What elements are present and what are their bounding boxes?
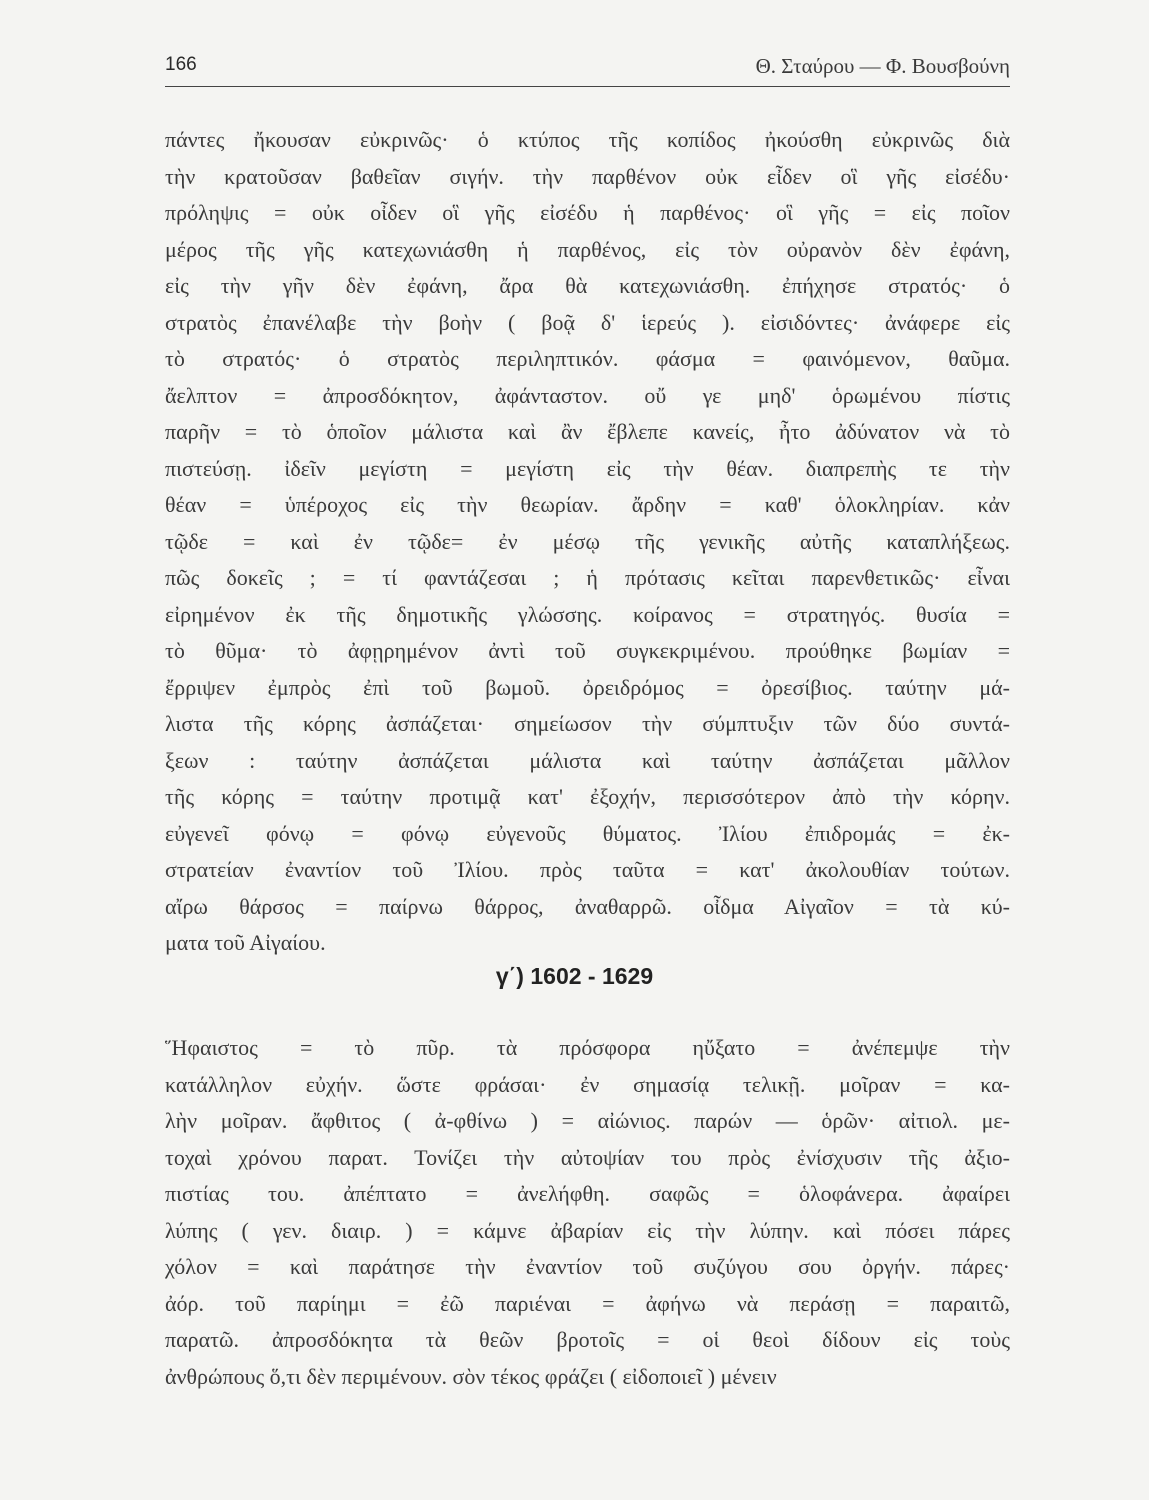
section-prefix: γ΄) [495,963,524,989]
paragraph-commentary-second [165,1030,1010,1395]
running-head: Θ. Σταύρου — Φ. Βουσβούνη [755,54,1010,78]
text-line: χόλον = καὶ παράτησε τὴν ἐναντίον τοῦ συζύγου σου ὀργήν. πάρες· [165,1254,1010,1279]
text-line: ἄελπτον = ἀπροσδόκητον, ἀφάνταστον. οὔ γε μηδ' ὁρωμένου πίστις [165,382,1010,408]
text-line: ματα τοῦ Αἰγαίου. [165,930,326,955]
text-line: παρῆν = τὸ ὁποῖον μάλιστα καὶ ἂν ἔβλεπε κανείς, ἦτο ἀδύνατον νὰ τὸ [165,419,1010,444]
text-line: εὐγενεῖ φόνῳ = φόνῳ εὐγενοῦς θύματος. Ἰλίου ἐπιδρομάς = ἐκ- [165,820,1010,846]
section-heading [0,963,1149,990]
text-line: πιστεύσῃ. ἰδεῖν μεγίστη = μεγίστη εἰς τὴν θέαν. διαπρεπὴς τε τὴν [165,455,1010,481]
section-years: 1602 - 1629 [530,963,654,989]
text-line: αἴρω θάρσος = παίρνω θάρρος, ἀναθαρρῶ. οἶδμα Αἰγαῖον = τὰ κύ- [165,893,1010,919]
text-line: στρατείαν ἐναντίον τοῦ Ἰλίου. πρὸς ταῦτα = κατ' ἀκολουθίαν τούτων. [165,857,1010,882]
text-line: τῷδε = καὶ ἐν τῷδε= ἐν μέσῳ τῆς γενικῆς αὐτῆς καταπλήξεως. [165,528,1010,554]
text-line: τὸ στρατός· ὁ στρατὸς περιληπτικόν. φάσμα = φαινόμενον, θαῦμα. [165,346,1010,371]
text-line: τὸ θῦμα· τὸ ἀφῃρημένον ἀντὶ τοῦ συγκεκριμένου. προύθηκε βωμίαν = [165,638,1010,663]
text-line: τῆς κόρης = ταύτην προτιμᾷ κατ' ἐξοχήν, περισσότερον ἀπὸ τὴν κόρην. [165,784,1010,809]
text-line: ξεων : ταύτην ἀσπάζεται μάλιστα καὶ ταύτην ἀσπάζεται μᾶλλον [165,747,1010,773]
text-line: ἀνθρώπους ὅ,τι δὲν περιμένουν. σὸν τέκος φράζει ( εἰδοποιεῖ ) μένειν [165,1363,777,1389]
page-number: 166 [165,54,197,75]
text-line: Ἥφαιστος = τὸ πῦρ. τὰ πρόσφορα ηὔξατο = ἀνέπεμψε τὴν [165,1035,1010,1060]
text-line: πῶς δοκεῖς ; = τί φαντάζεσαι ; ἡ πρότασις κεῖται παρενθετικῶς· εἶναι [165,565,1010,590]
text-line: κατάλληλον εὐχήν. ὥστε φράσαι· ἐν σημασίᾳ τελικῇ. μοῖραν = κα- [165,1071,1010,1097]
text-line: τὴν κρατοῦσαν βαθεῖαν σιγήν. τὴν παρθένον οὐκ εἶδεν οἳ γῆς εἰσέδυ· [165,163,1010,189]
text-line: εἰρημένον ἐκ τῆς δημοτικῆς γλώσσης. κοίρανος = στρατηγός. θυσία = [165,601,1010,627]
page-header [165,50,1010,87]
text-line: ἀόρ. τοῦ παρίημι = ἐῶ παριέναι = ἀφήνω νὰ περάσῃ = παραιτῶ, [165,1290,1010,1316]
text-line: ἔρριψεν ἐμπρὸς ἐπὶ τοῦ βωμοῦ. ὀρειδρόμος = ὀρεσίβιος. ταύτην μά- [165,674,1010,700]
text-line: παρατῶ. ἀπροσδόκητα τὰ θεῶν βροτοῖς = οἱ θεοὶ δίδουν εἰς τοὺς [165,1327,1010,1352]
text-line: εἰς τὴν γῆν δὲν ἐφάνη, ἄρα θὰ κατεχωνιάσθη. ἐπήχησε στρατός· ὁ [165,273,1010,298]
text-line: μέρος τῆς γῆς κατεχωνιάσθη ἡ παρθένος, εἰς τὸν οὐρανὸν δὲν ἐφάνη, [165,236,1010,262]
text-line: πάντες ἤκουσαν εὐκρινῶς· ὁ κτύπος τῆς κοπίδος ἠκούσθη εὐκρινῶς διὰ [165,127,1010,152]
paragraph-commentary [165,122,1010,962]
text-line: στρατὸς ἐπανέλαβε τὴν βοὴν ( βοᾷ δ' ἱερεύς ). εἰσιδόντες· ἀνάφερε εἰς [165,309,1010,335]
text-line: λὴν μοῖραν. ἄφθιτος ( ἀ-φθίνω ) = αἰώνιος. παρών — ὁρῶν· αἰτιολ. με- [165,1108,1010,1133]
text-line: θέαν = ὑπέροχος εἰς τὴν θεωρίαν. ἄρδην = καθ' ὁλοκληρίαν. κἀν [165,492,1010,517]
text-line: λιστα τῆς κόρης ἀσπάζεται· σημείωσον τὴν σύμπτυξιν τῶν δύο συντά- [165,711,1010,736]
text-line: λύπης ( γεν. διαιρ. ) = κάμνε ἀβαρίαν εἰς τὴν λύπην. καὶ πόσει πάρες [165,1217,1010,1243]
text-line: τοχαὶ χρόνου παρατ. Τονίζει τὴν αὐτοψίαν του πρὸς ἐνίσχυσιν τῆς ἀξιο- [165,1144,1010,1170]
text-line: πιστίας του. ἀπέπτατο = ἀνελήφθη. σαφῶς = ὁλοφάνερα. ἀφαίρει [165,1181,1010,1206]
text-line: πρόληψις = οὐκ οἶδεν οἳ γῆς εἰσέδυ ἡ παρθένος· οἳ γῆς = εἰς ποῖον [165,200,1010,225]
